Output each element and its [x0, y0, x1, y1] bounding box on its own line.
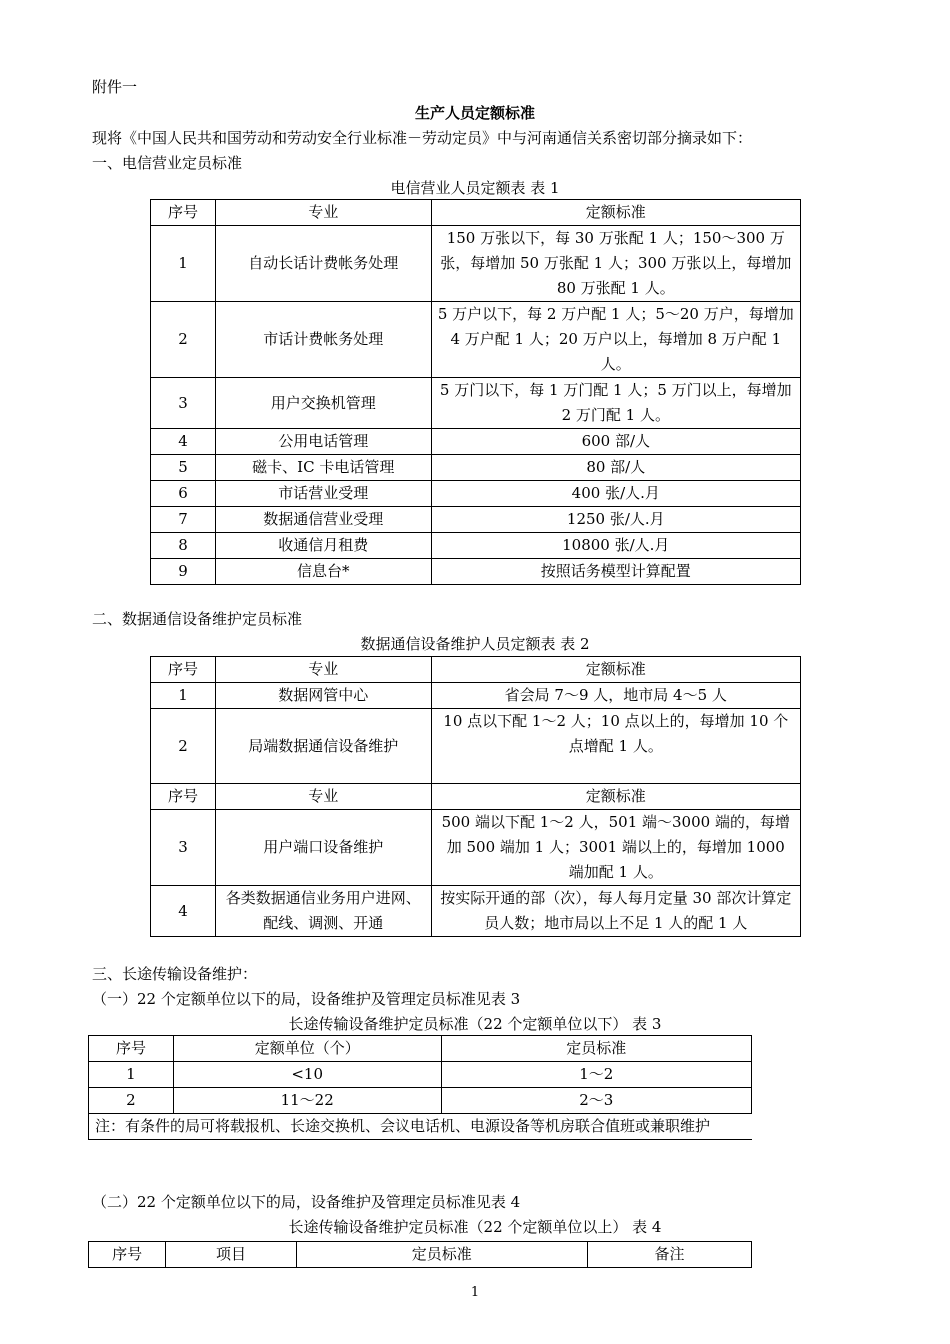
table-cell: 市话计费帐务处理 [215, 302, 431, 378]
section-heading-2: 二、数据通信设备维护定员标准 [92, 610, 303, 628]
table-header-cell: 专业 [215, 200, 431, 226]
table-row [151, 429, 801, 455]
table-cell: 省会局 7～9 人，地市局 4～5 人 [431, 683, 800, 709]
table-cell: 2 [151, 709, 216, 784]
table-row [89, 1062, 752, 1088]
table-cell: 6 [151, 481, 216, 507]
table-cell: 用户交换机管理 [215, 378, 431, 429]
table-cell: 11～22 [173, 1088, 441, 1114]
table-cell: 10800 张/人.月 [431, 533, 800, 559]
table-row [151, 507, 801, 533]
table-cell: 市话营业受理 [215, 481, 431, 507]
table-header-cell: 序号 [89, 1036, 174, 1062]
table-cell: 专业 [215, 784, 431, 810]
table-row [151, 302, 801, 378]
table-cell: <10 [173, 1062, 441, 1088]
table-header-cell: 定额标准 [431, 657, 800, 683]
table-cell: 5 万门以下，每 1 万门配 1 人；5 万门以上，每增加 2 万门配 1 人。 [431, 378, 800, 429]
table-row [151, 226, 801, 302]
table3 [88, 1035, 752, 1140]
table-cell: 600 部/人 [431, 429, 800, 455]
table-header-cell: 定额标准 [431, 200, 800, 226]
table-cell: 4 [151, 429, 216, 455]
subsection-3-1: （一）22 个定额单位以下的局，设备维护及管理定员标准见表 3 [92, 990, 521, 1008]
table-row [89, 1088, 752, 1114]
table-cell: 公用电话管理 [215, 429, 431, 455]
table-cell: 5 万户以下，每 2 万户配 1 人；5～20 万户，每增加 4 万户配 1 人；20 万户以上，每增加 8 万户配 1 人。 [431, 302, 800, 378]
table-cell: 磁卡、IC 卡电话管理 [215, 455, 431, 481]
table-header-cell: 定额单位（个） [173, 1036, 441, 1062]
table-cell: 1 [89, 1062, 174, 1088]
table-row [151, 533, 801, 559]
table-header-row [151, 657, 801, 683]
page-number: 1 [470, 1285, 480, 1300]
table-row [151, 559, 801, 585]
table-cell: 500 端以下配 1～2 人，501 端～3000 端的，每增加 500 端加 1 人；3001 端以上的，每增加 1000 端加配 1 人。 [431, 810, 800, 886]
table-cell: 2 [89, 1088, 174, 1114]
section-heading-1: 一、电信营业定员标准 [92, 154, 243, 172]
table-cell: 数据网管中心 [215, 683, 431, 709]
table-cell: 按实际开通的部（次），每人每月定量 30 部次计算定员人数；地市局以上不足 1 人的配 1 人 [431, 886, 800, 937]
table-cell: 7 [151, 507, 216, 533]
table-cell: 3 [151, 810, 216, 886]
table-header-cell: 序号 [151, 657, 216, 683]
table-header-row [89, 1036, 752, 1062]
table-cell: 序号 [151, 784, 216, 810]
table-cell: 收通信月租费 [215, 533, 431, 559]
table-row [151, 683, 801, 709]
table-cell: 10 点以下配 1～2 人；10 点以上的，每增加 10 个点增配 1 人。 [431, 709, 800, 784]
table-row [151, 886, 801, 937]
table-cell: 信息台* [215, 559, 431, 585]
table-cell: 定额标准 [431, 784, 800, 810]
table-cell: 400 张/人.月 [431, 481, 800, 507]
table1-caption: 电信营业人员定额表 表 1 [390, 179, 560, 197]
table-header-cell: 序号 [89, 1242, 166, 1268]
table-header-cell: 定员标准 [441, 1036, 752, 1062]
table-header-row [151, 200, 801, 226]
table3-caption: 长途传输设备维护定员标准（22 个定额单位以下） 表 3 [288, 1015, 662, 1033]
table-cell: 数据通信营业受理 [215, 507, 431, 533]
table-cell: 按照话务模型计算配置 [431, 559, 800, 585]
table-cell: 150 万张以下，每 30 万张配 1 人；150～300 万张，每增加 50 万张配 1 人；300 万张以上，每增加 80 万张配 1 人。 [431, 226, 800, 302]
table-cell: 局端数据通信设备维护 [215, 709, 431, 784]
table-row [151, 378, 801, 429]
section-heading-3: 三、长途传输设备维护： [92, 965, 258, 983]
table-header-row [89, 1242, 752, 1268]
table-header-cell: 定员标准 [296, 1242, 587, 1268]
table-row [151, 810, 801, 886]
table-cell: 5 [151, 455, 216, 481]
table-cell: 1 [151, 683, 216, 709]
table-cell: 9 [151, 559, 216, 585]
subsection-3-2: （二）22 个定额单位以下的局，设备维护及管理定员标准见表 4 [92, 1193, 521, 1211]
table-note: 注：有条件的局可将载报机、长途交换机、会议电话机、电源设备等机房联合值班或兼职维护 [89, 1114, 752, 1140]
table4-caption: 长途传输设备维护定员标准（22 个定额单位以上） 表 4 [288, 1218, 662, 1236]
table-cell: 1～2 [441, 1062, 752, 1088]
table2-caption: 数据通信设备维护人员定额表 表 2 [360, 635, 590, 653]
page-title: 生产人员定额标准 [414, 104, 535, 122]
table-cell: 3 [151, 378, 216, 429]
table1 [150, 199, 801, 585]
table-cell: 各类数据通信业务用户进网、配线、调测、开通 [215, 886, 431, 937]
table-cell: 2 [151, 302, 216, 378]
intro-text: 现将《中国人民共和国劳动和劳动安全行业标准－劳动定员》中与河南通信关系密切部分摘录如下： [92, 129, 753, 147]
table-header-cell: 项目 [166, 1242, 296, 1268]
table-cell: 2～3 [441, 1088, 752, 1114]
table-cell: 1 [151, 226, 216, 302]
attachment-label: 附件一 [92, 78, 138, 96]
table-row [151, 455, 801, 481]
table-cell: 自动长话计费帐务处理 [215, 226, 431, 302]
table-header-cell: 备注 [587, 1242, 751, 1268]
table-cell: 1250 张/人.月 [431, 507, 800, 533]
table4 [88, 1241, 752, 1268]
table-row [151, 709, 801, 784]
table-row [151, 784, 801, 810]
table2 [150, 656, 801, 937]
table-header-cell: 序号 [151, 200, 216, 226]
table-header-cell: 专业 [215, 657, 431, 683]
table-cell: 4 [151, 886, 216, 937]
table-cell: 用户端口设备维护 [215, 810, 431, 886]
table-cell: 80 部/人 [431, 455, 800, 481]
table-row [151, 481, 801, 507]
table-cell: 8 [151, 533, 216, 559]
table-note-row [89, 1114, 752, 1140]
